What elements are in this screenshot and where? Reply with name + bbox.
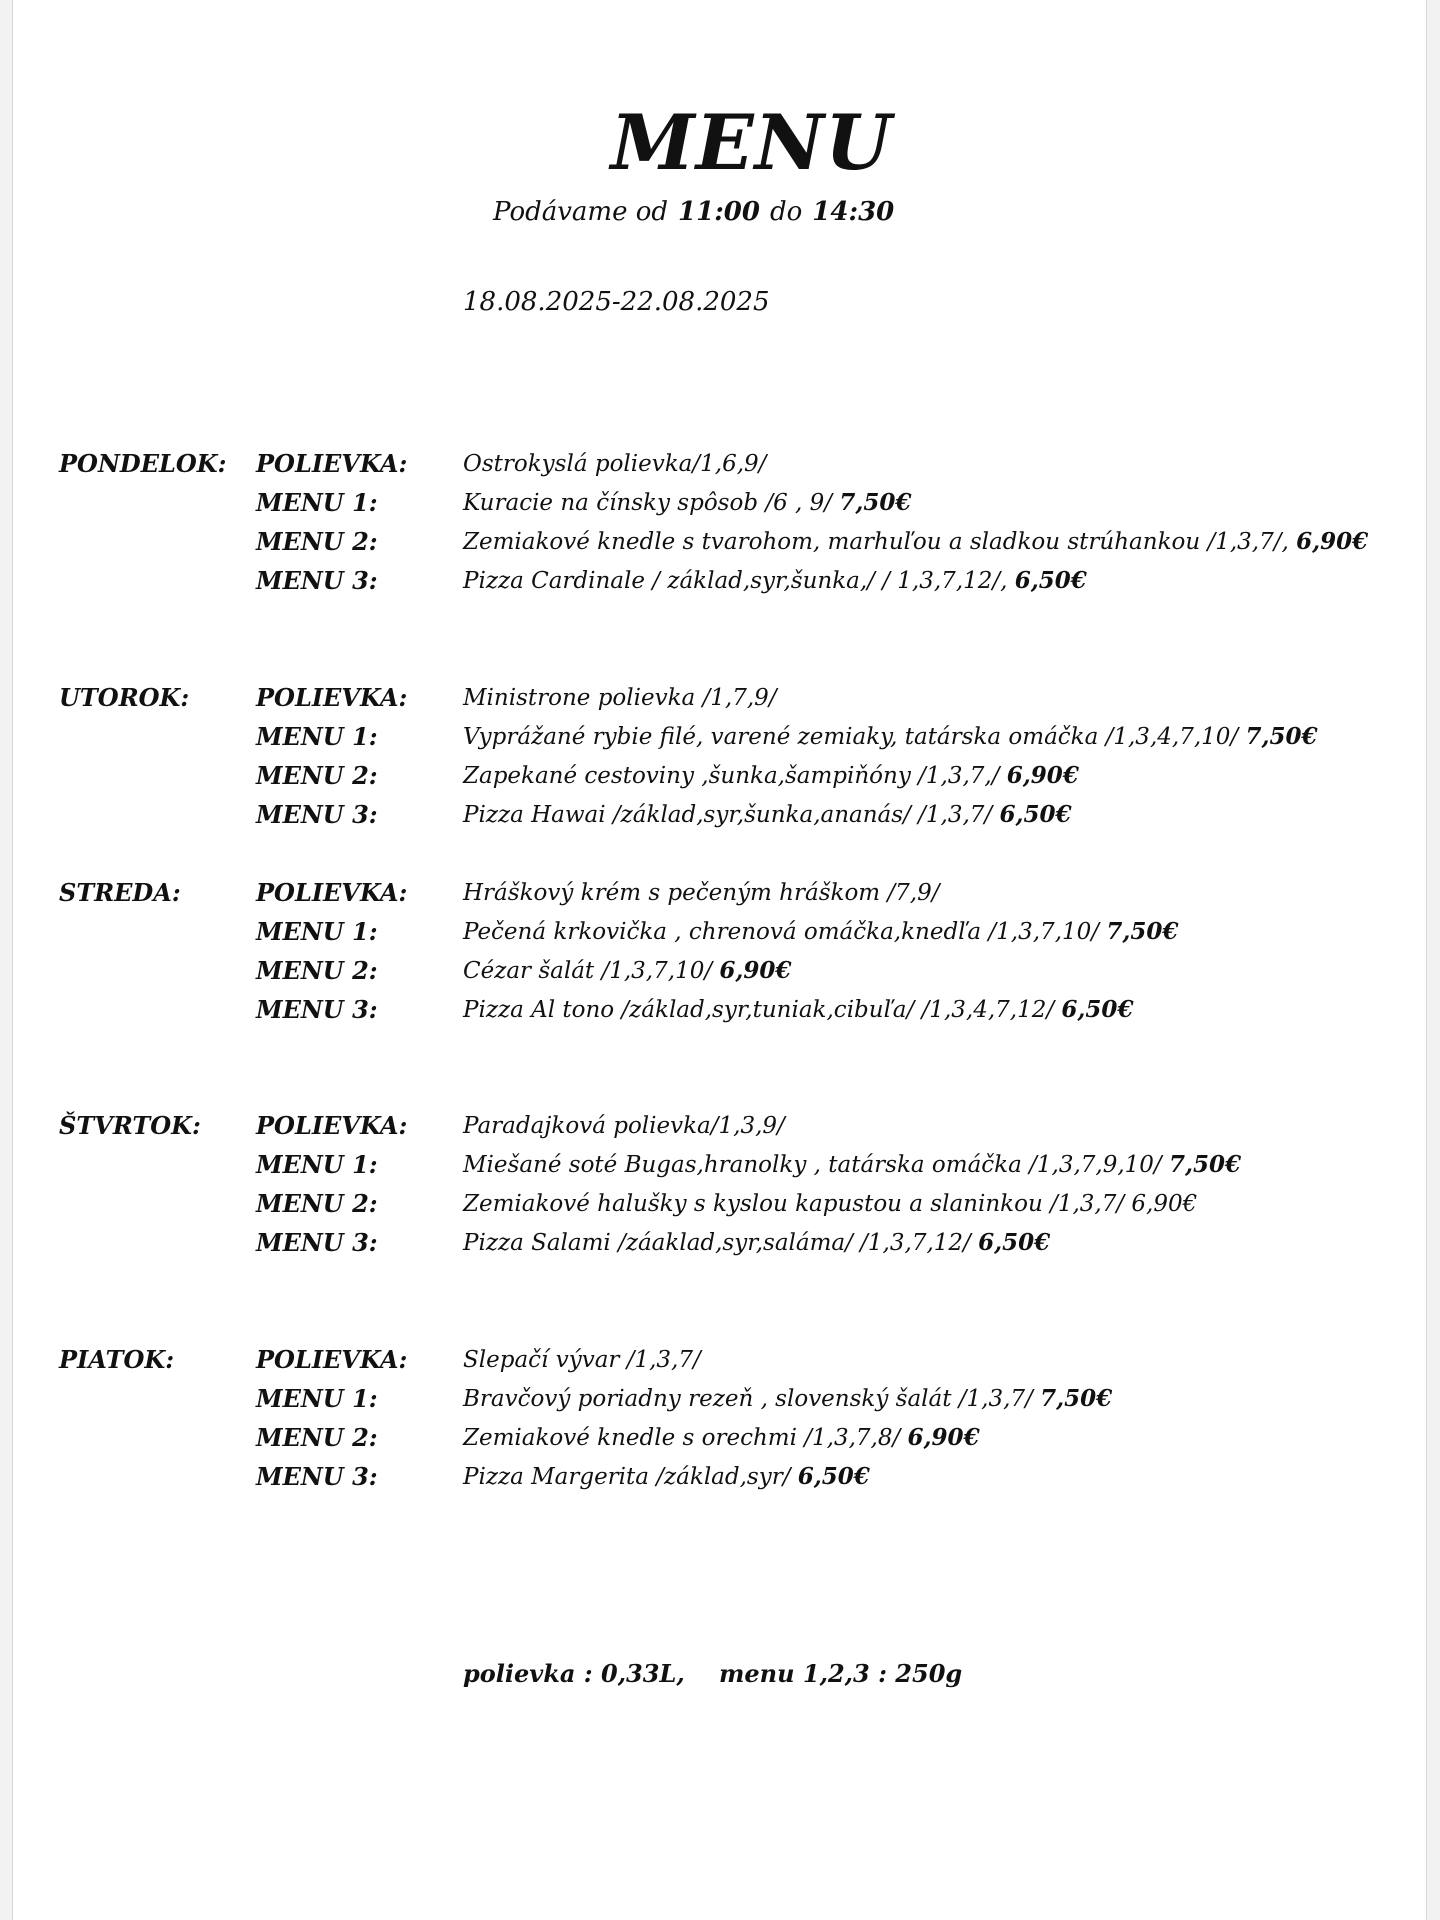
item-label: MENU 3:: [256, 566, 378, 595]
hours-mid: do: [770, 197, 803, 227]
date-range: 18.08.2025-22.08.2025: [463, 287, 770, 317]
dish-text: Ostrokyslá polievka/1,6,9/: [463, 451, 767, 477]
day-name: PONDELOK:: [59, 449, 227, 478]
item-label: MENU 2:: [256, 1423, 378, 1452]
dish-text: Slepačí vývar /1,3,7/: [463, 1347, 701, 1373]
item-label: MENU 3:: [256, 1228, 378, 1257]
dish-text: Pizza Margerita /základ,syr/ 6,50€: [463, 1463, 870, 1490]
item-label: POLIEVKA:: [256, 1345, 408, 1374]
price: 6,50€: [1061, 996, 1134, 1023]
dish-text: Zemiakové knedle s tvarohom, marhuľou a sladkou strúhankou /1,3,7/, 6,90€: [463, 528, 1369, 555]
price: 7,50€: [1040, 1385, 1113, 1412]
dish-text: Pizza Al tono /základ,syr,tuniak,cibuľa/ /1,3,4,7,12/ 6,50€: [463, 996, 1134, 1023]
item-label: MENU 3:: [256, 1462, 378, 1491]
dish-text: Miešané soté Bugas,hranolky , tatárska omáčka /1,3,7,9,10/ 7,50€: [463, 1151, 1242, 1178]
price: 6,90€: [719, 957, 792, 984]
dish-text: Pizza Hawai /základ,syr,šunka,ananás/ /1,3,7/ 6,50€: [463, 801, 1072, 828]
day-name: ŠTVRTOK:: [59, 1111, 201, 1140]
dish-text: Vyprážané rybie filé, varené zemiaky, tatárska omáčka /1,3,4,7,10/ 7,50€: [463, 723, 1318, 750]
price: 6,50€: [1014, 567, 1087, 594]
price: 6,90€: [1006, 762, 1079, 789]
hours-from: 11:00: [678, 197, 760, 227]
price: 6,50€: [797, 1463, 870, 1490]
item-label: MENU 2:: [256, 527, 378, 556]
menu-page: [12, 0, 1427, 1920]
item-label: MENU 3:: [256, 800, 378, 829]
day-name: STREDA:: [59, 878, 181, 907]
dish-text: Paradajková polievka/1,3,9/: [463, 1113, 785, 1139]
dish-text: Zemiakové knedle s orechmi /1,3,7,8/ 6,90€: [463, 1424, 980, 1451]
item-label: POLIEVKA:: [256, 449, 408, 478]
price: 7,50€: [839, 489, 912, 516]
menu-portion-note: menu 1,2,3 : 250g: [719, 1659, 963, 1688]
dish-text: Ministrone polievka /1,7,9/: [463, 685, 777, 711]
item-label: MENU 3:: [256, 995, 378, 1024]
day-name: PIATOK:: [59, 1345, 175, 1374]
dish-text: Bravčový poriadny rezeň , slovenský šalát /1,3,7/ 7,50€: [463, 1385, 1113, 1412]
price: 6,90€: [907, 1424, 980, 1451]
dish-text: Kuracie na čínsky spôsob /6 , 9/ 7,50€: [463, 489, 912, 516]
item-label: POLIEVKA:: [256, 683, 408, 712]
dish-text: Pečená krkovička , chrenová omáčka,knedľa /1,3,7,10/ 7,50€: [463, 918, 1179, 945]
dish-text: Zemiakové halušky s kyslou kapustou a slaninkou /1,3,7/ 6,90€: [463, 1191, 1198, 1217]
item-label: MENU 2:: [256, 1189, 378, 1218]
item-label: MENU 1:: [256, 1384, 378, 1413]
dish-text: Cézar šalát /1,3,7,10/ 6,90€: [463, 957, 792, 984]
dish-text: Zapekané cestoviny ,šunka,šampiňóny /1,3,7,/ 6,90€: [463, 762, 1079, 789]
dish-text: Pizza Salami /záaklad,syr,saláma/ /1,3,7,12/ 6,50€: [463, 1229, 1051, 1256]
item-label: POLIEVKA:: [256, 878, 408, 907]
price: 7,50€: [1168, 1151, 1242, 1178]
item-label: MENU 1:: [256, 917, 378, 946]
dish-text: Hráškový krém s pečeným hráškom /7,9/: [463, 880, 940, 906]
item-label: MENU 1:: [256, 1150, 378, 1179]
item-label: MENU 2:: [256, 761, 378, 790]
price: 6,50€: [999, 801, 1072, 828]
hours-prefix: Podávame od: [493, 197, 669, 227]
hours-to: 14:30: [812, 197, 895, 227]
serving-hours: [493, 194, 894, 230]
item-label: MENU 1:: [256, 488, 378, 517]
dish-text: Pizza Cardinale / základ,syr,šunka,/ / 1,3,7,12/, 6,50€: [463, 567, 1087, 594]
day-name: UTOROK:: [59, 683, 190, 712]
price: 6,90€: [1296, 528, 1369, 555]
soup-portion-note: polievka : 0,33L,: [463, 1659, 685, 1688]
item-label: POLIEVKA:: [256, 1111, 408, 1140]
price: 7,50€: [1245, 723, 1318, 750]
price: 7,50€: [1106, 918, 1179, 945]
price: 6,50€: [978, 1229, 1051, 1256]
item-label: MENU 2:: [256, 956, 378, 985]
item-label: MENU 1:: [256, 722, 378, 751]
page-title: MENU: [610, 98, 893, 187]
